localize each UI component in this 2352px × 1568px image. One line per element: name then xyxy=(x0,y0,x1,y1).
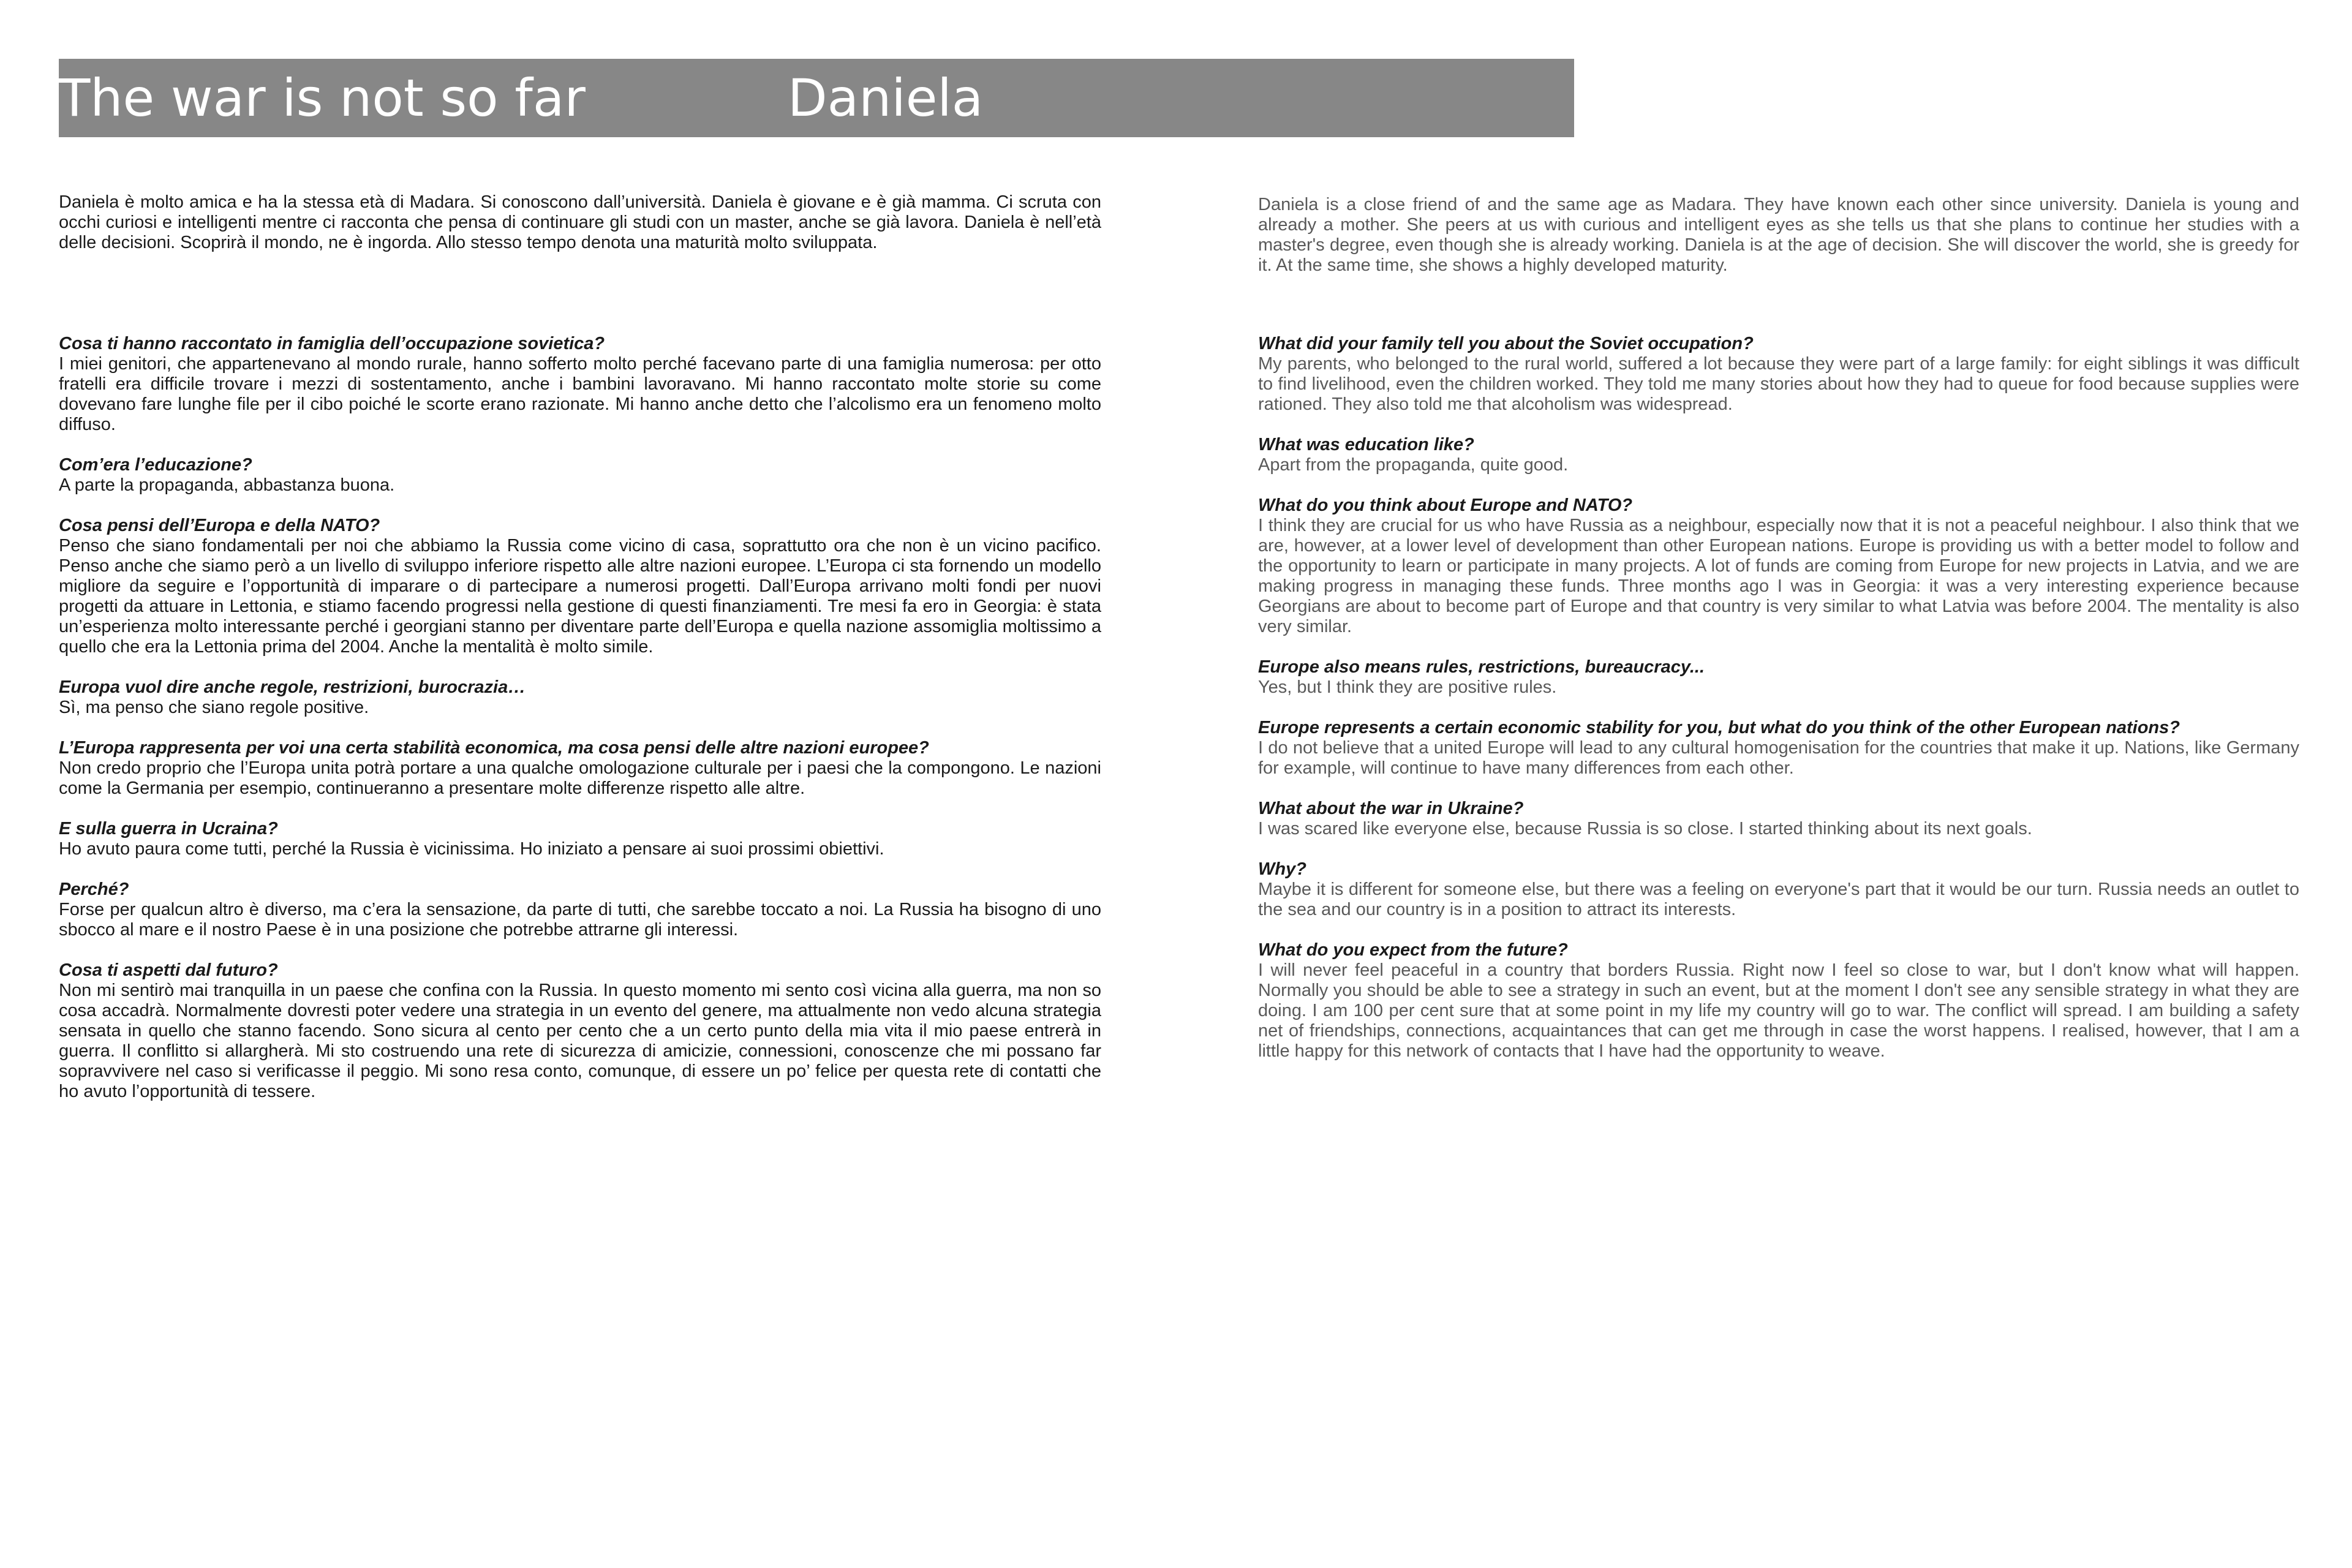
question: Cosa ti hanno raccontato in famiglia dell’occupazione sovietica? xyxy=(59,334,605,353)
question: What was education like? xyxy=(1258,435,1474,454)
answer: Penso che siano fondamentali per noi che abbiamo la Russia come vicino di casa, soprattutto ora che non è un vicino pacifico. Penso anche che siamo però a un livello di sviluppo inferiore rispetto alle altre nazioni europee. L’Europa ci sta fornendo un modello migliore da seguire e l’opportunità di imparare o di partecipare a numerosi progetti. Dall’Europa arrivano molti fondi per nuovi progetti da attuare in Lettonia, e stiamo facendo progressi nella gestione di questi finanziamenti. Tre mesi fa ero in Georgia: è stata un’esperienza molto interessante perché i georgiani stanno per diventare parte dell’Europa e quella nazione assomiglia moltissimo a quello che era la Lettonia prima del 2004. Anche la mentalità è molto simile. xyxy=(59,536,1101,657)
question: Cosa pensi dell’Europa e della NATO? xyxy=(59,516,380,535)
qa-item xyxy=(59,960,1101,1102)
answer: Yes, but I think they are positive rules. xyxy=(1258,677,1557,697)
answer: I will never feel peaceful in a country that borders Russia. Right now I feel so close to war, but I don't know what will happen. Normally you should be able to see a strategy in such an event, but at the moment I don't see any sensible strategy in what they are doing. I am 100 per cent sure that at some point in my life my country will go to war. The conflict will spread. I am building a safety net of friendships, connections, acquaintances that can get me through in case the worst happens. I realised, however, that I am a little happy for this network of contacts that I have had the opportunity to weave. xyxy=(1258,960,2299,1061)
question: What do you expect from the future? xyxy=(1258,940,1568,960)
qa-item xyxy=(59,455,1101,496)
question: Europe represents a certain economic stability for you, but what do you think of the other European nations? xyxy=(1258,718,2180,737)
answer: A parte la propaganda, abbastanza buona. xyxy=(59,475,395,495)
qa-item xyxy=(59,334,1101,435)
answer: Ho avuto paura come tutti, perché la Russia è vicinissima. Ho iniziato a pensare ai suoi prossimi obiettivi. xyxy=(59,839,884,859)
question: L’Europa rappresenta per voi una certa stabilità economica, ma cosa pensi delle altre nazioni europee? xyxy=(59,738,929,758)
answer: Apart from the propaganda, quite good. xyxy=(1258,455,1569,475)
qa-item xyxy=(1258,940,2299,1061)
answer: I do not believe that a united Europe will lead to any cultural homogenisation for the countries that make it up. Nations, like Germany for example, will continue to have many differences from each other. xyxy=(1258,738,2299,778)
question: Com’era l’educazione? xyxy=(59,455,252,475)
intro-italian: Daniela è molto amica e ha la stessa età di Madara. Si conoscono dall’università. Daniela è giovane e è già mamma. Ci scruta con occhi curiosi e intelligenti mentre ci racconta che pensa di continuare gli studi con un master, anche se già lavora. Daniela è nell’età delle decisioni. Scoprirà il mondo, ne è ingorda. Allo stesso tempo denota una maturità molto sviluppata. xyxy=(59,192,1101,252)
page-title: The war is not so far xyxy=(59,68,586,128)
qa-item xyxy=(1258,334,2299,415)
qa-item xyxy=(1258,718,2299,778)
question: What about the war in Ukraine? xyxy=(1258,799,1524,818)
qa-item xyxy=(59,819,1101,859)
answer: Forse per qualcun altro è diverso, ma c’era la sensazione, da parte di tutti, che sarebbe toccato a noi. La Russia ha bisogno di uno sbocco al mare e il nostro Paese è in una posizione che potrebbe attrarne gli interessi. xyxy=(59,900,1101,940)
question: Perché? xyxy=(59,880,129,899)
answer: I was scared like everyone else, because Russia is so close. I started thinking about its next goals. xyxy=(1258,819,2032,839)
qa-item xyxy=(59,516,1101,657)
qa-item xyxy=(1258,859,2299,920)
qa-item xyxy=(59,880,1101,940)
qa-list-italian xyxy=(59,334,1101,1122)
question: Europe also means rules, restrictions, bureaucracy... xyxy=(1258,657,1705,677)
qa-item xyxy=(1258,435,2299,475)
qa-item xyxy=(1258,657,2299,698)
question: Europa vuol dire anche regole, restrizioni, burocrazia… xyxy=(59,677,526,697)
answer: Maybe it is different for someone else, but there was a feeling on everyone's part that it would be our turn. Russia needs an outlet to the sea and our country is in a position to attract its interests. xyxy=(1258,880,2299,919)
question: Cosa ti aspetti dal futuro? xyxy=(59,960,278,980)
answer: I miei genitori, che appartenevano al mondo rurale, hanno sofferto molto perché facevano parte di una famiglia numerosa: per otto fratelli era difficile trovare i mezzi di sostentamento, anche i bambini lavoravano. Mi hanno raccontato molte storie su come dovevano fare lunghe file per il cibo poiché le scorte erano razionate. Mi hanno anche detto che l’alcolismo era un fenomeno molto diffuso. xyxy=(59,354,1101,434)
question: What did your family tell you about the Soviet occupation? xyxy=(1258,334,1754,353)
qa-list-english xyxy=(1258,334,2299,1082)
answer: My parents, who belonged to the rural world, suffered a lot because they were part of a large family: for eight siblings it was difficult to find livelihood, even the children worked. They told me many stories about how they had to queue for food because supplies were rationed. They also told me that alcoholism was widespread. xyxy=(1258,354,2299,414)
answer: Sì, ma penso che siano regole positive. xyxy=(59,698,369,717)
question: What do you think about Europe and NATO? xyxy=(1258,496,1633,515)
qa-item xyxy=(59,677,1101,718)
qa-item xyxy=(1258,799,2299,839)
subject-name: Daniela xyxy=(788,68,984,128)
answer: I think they are crucial for us who have Russia as a neighbour, especially now that it is not a peaceful neighbour. I also think that we are, however, at a lower level of development than other European nations. Europe is providing us with a better model to follow and the opportunity to learn or participate in many projects. A lot of funds are coming from Europe for new projects in Latvia, and we are making progress in managing these funds. Three months ago I was in Georgia: it was a very interesting experience because Georgians are about to become part of Europe and that country is very similar to what Latvia was before 2004. The mentality is also very similar. xyxy=(1258,516,2299,636)
answer: Non credo proprio che l’Europa unita potrà portare a una qualche omologazione culturale per i paesi che la compongono. Le nazioni come la Germania per esempio, continueranno a presentare molte differenze rispetto alle altre. xyxy=(59,758,1101,798)
answer: Non mi sentirò mai tranquilla in un paese che confina con la Russia. In questo momento mi sento così vicina alla guerra, ma non so cosa accadrà. Normalmente dovresti poter vedere una strategia in un evento del genere, ma attualmente non vedo alcuna strategia sensata in quello che stanno facendo. Sono sicura al cento per cento che a un certo punto della mia vita il mio paese entrerà in guerra. Il conflitto si allargherà. Mi sto costruendo una rete di sicurezza di amicizie, connessioni, conoscenze che mi possano far sopravvivere nel caso si verificasse il peggio. Mi sono resa conto, comunque, di essere un po’ felice per questa rete di contatti che ho avuto l’opportunità di tessere. xyxy=(59,981,1101,1101)
qa-item xyxy=(1258,496,2299,637)
qa-item xyxy=(59,738,1101,799)
header-bar xyxy=(59,59,1574,137)
intro-english: Daniela is a close friend of and the same age as Madara. They have known each other since university. Daniela is young and already a mother. She peers at us with curious and intelligent eyes as she tells us that she plans to continue her studies with a master's degree, even though she is already working. Daniela is at the age of decision. She will discover the world, she is greedy for it. At the same time, she shows a highly developed maturity. xyxy=(1258,195,2299,275)
question: E sulla guerra in Ucraina? xyxy=(59,819,278,839)
question: Why? xyxy=(1258,859,1306,879)
